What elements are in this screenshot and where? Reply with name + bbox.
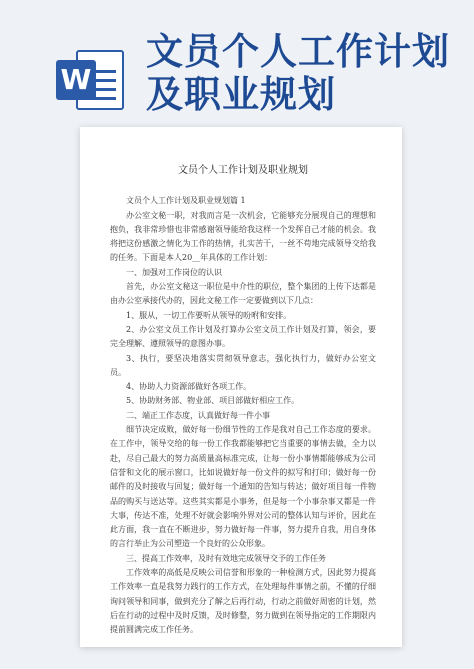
- section-heading: 文员个人工作计划及职业规划篇 1: [126, 196, 246, 206]
- list-item: 2、办公室文员工作计划及打算办公室文员工作计划及打算，领会，要完全理解、遵照领导的意图办事。: [110, 324, 376, 349]
- list-item: 5、协助财务部、物业部、项目部做好相应工作。: [126, 396, 300, 406]
- paragraph: 工作效率的高低是反映公司信誉和形象的一种检测方式，因此努力提高工作效率一直是我努力践行的工作方式，在处理每件事情之前，不懂的仔细询问领导和同事，做到充分了解之后再行动，行动之前做好周密的计划，然后在行动的过程中及时反馈，及时修整，努力做到在领导指定的工作期限内提前圆满完成工作任务。: [110, 568, 376, 635]
- paragraph: 首先，办公室文秘这一职位是中介性的职位，整个集团的上传下达都是由办公室承接代办的，因此文秘工作一定要做到以下几点：: [110, 282, 376, 306]
- hero-banner: [0, 0, 474, 125]
- word-letter-badge: W: [56, 60, 96, 100]
- hero-title: 文员个人工作计划及职业规划: [146, 30, 450, 116]
- document-title: 文员个人工作计划及职业规划: [178, 165, 308, 176]
- document-page: [80, 127, 402, 647]
- word-document-icon: [56, 44, 126, 116]
- section-heading: 三、提高工作效率，及时有效地完成领导交予的工作任务: [126, 553, 326, 563]
- list-item: 1、服从，一切工作要听从领导的吩咐和安排。: [126, 310, 292, 320]
- list-item: 3、执行，要坚决地落实贯彻领导意志，强化执行力，做好办公室文员。: [110, 353, 376, 377]
- paragraph: 办公室文秘一职，对我而言是一次机会，它能够充分展现自己的理想和抱负，我非常珍惜也非常感谢领导能给我这样一个发挥自己才能的机会。我将把这份感激之情化为工作的热情，扎实苦干，一丝不苟地完成领导交给我的任务。下面是本人20__年具体的工作计划：: [110, 210, 376, 263]
- list-item: 4、协助人力资源部做好各项工作。: [126, 382, 252, 392]
- paragraph: 细节决定成败，做好每一份细节性的工作是我对自己工作态度的要求。在工作中，领导交给的每一份工作我都能够把它当重要的事情去做，全力以赴，尽自己最大的努力高质量高标准完成，让每一份小事情都能够成为公司信誉和文化的展示窗口，比如说做好每一份文件的拟写和打印；做好每一份邮件的及时接收与回复；做好每一个通知的告知与转达；做好项目每一件物品的购买与送达等。这些其实都是小事务，但是每一个小事杂事又都是一件大事，传达不准，处理不好就会影响外界对公司的整体认知与评价，因此在此方面，我一直在不断进步，努力做好每一件事，努力提升自我，用自身体的言行举止为公司塑造一个良好的公众形象。: [110, 425, 376, 549]
- section-heading: 二、端正工作态度，认真做好每一件小事: [126, 410, 270, 420]
- section-heading: 一、加强对工作岗位的认识: [126, 267, 222, 277]
